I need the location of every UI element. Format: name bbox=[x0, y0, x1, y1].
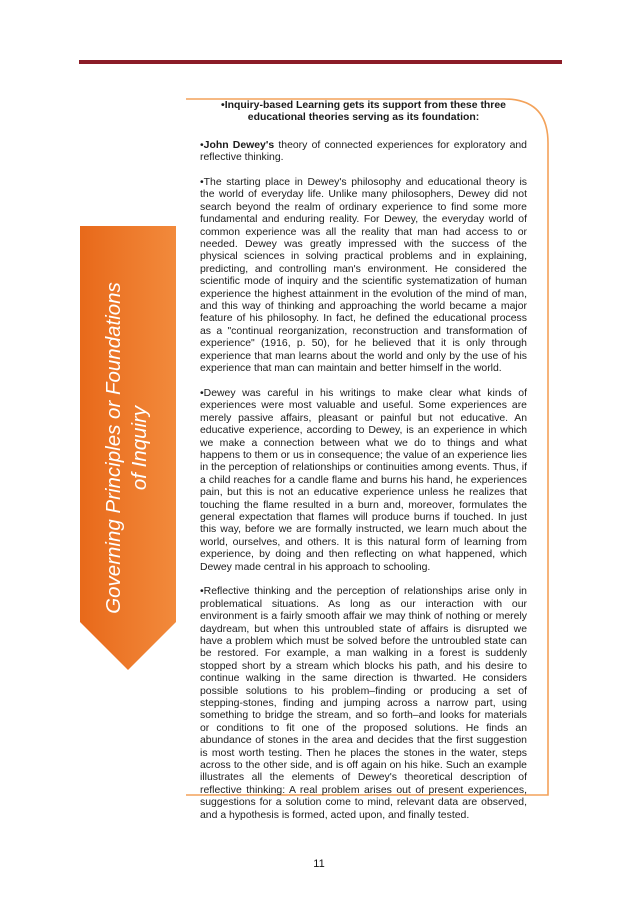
bullet: • bbox=[200, 586, 204, 598]
banner-title-line2: of Inquiry bbox=[128, 405, 151, 491]
paragraph-educative-experience bbox=[200, 388, 527, 574]
page-number: 11 bbox=[313, 858, 325, 870]
intro-heading bbox=[200, 100, 527, 125]
paragraph-text: theory of connected experiences for exploratory and reflective thinking. bbox=[200, 139, 527, 164]
content-body bbox=[200, 100, 527, 835]
paragraph-text: The starting place in Dewey's philosophy and educational theory is the world of everyday life. Unlike many philosophers, Dewey did not search beyond the realm of ordinary experience to find some more fundamental and enduring reality. For Dewey, the everyday world of common experience was all the reality that man had access to or needed. Dewey was greatly impressed with the success of the physical sciences in solving practical problems and in explaining, predicting, and controlling man's environment. He considered the scientific mode of inquiry and the scientific systematization of human experience the highest attainment in the evolution of the mind of man, and this way of thinking and approaching the world became a major feature of his philosophy. In fact, he defined the educational process as a "continual reorganization, reconstruction and transformation of experience" (1916, p. 50), for he believed that it is only through experience that man learns about the world and only by the use of his experience that man can maintain and better himself in the world. bbox=[200, 177, 527, 375]
paragraph-dewey-theory bbox=[200, 140, 527, 165]
paragraph-text: Dewey was careful in his writings to make clear what kinds of experiences were most valuable and useful. Some experiences are merely passive affairs, pleasant or painful but not educative. An educative experience, according to Dewey, is an experience in which we make a connection between what we do to things and what happens to them or us in consequence; the value of an experience lies in the perception of relationships or continuities among events. Thus, if a child reaches for a candle flame and burns his hand, he experiences pain, but this is not an educative experience unless he realizes that touching the flame resulted in a burn and, moreover, formulates the general expectation that flames will produce burns if touched. In just this way, before we are formally instructed, we learn much about the world, ourselves, and others. It is this natural form of learning from experience, by doing and then reflecting on what happened, which Dewey made central in his approach to schooling. bbox=[200, 387, 527, 573]
bullet: • bbox=[200, 387, 204, 399]
paragraph-reflective-thinking bbox=[200, 586, 527, 822]
bullet: • bbox=[200, 139, 204, 151]
paragraph-text: Reflective thinking and the perception of relationships arise only in problematical situations. As long as our interaction with our environment is a fairly smooth affair we may think of nothing or merely daydream, but when this untroubled state of affairs is disrupted we have a problem which must be solved before the untroubled state can be restored. For example, a man walking in a forest is suddenly stopped short by a stream which blocks his path, and his desire to continue walking in the same direction is thwarted. He considers possible solutions to his problem–finding or producing a set of stepping-stones, finding and jumping across a narrow part, using something to bridge the stream, and so forth–and looks for materials or conditions to fit one of the proposed solutions. He finds an abundance of stones in the area and decides that the first suggestion is most worth testing. Then he places the stones in the water, steps across to the other side, and is off again on his hike. Such an example illustrates all the elements of Dewey's theoretical description of reflective thinking: A real problem arises out of present experiences, suggestions for a solution come to mind, relevant data are observed, and a hypothesis is formed, acted upon, and finally tested. bbox=[200, 586, 527, 821]
intro-text: Inquiry-based Learning gets its support from these three educational theories serving as its foundation: bbox=[224, 100, 506, 124]
paragraph-lead: John Dewey's bbox=[203, 139, 275, 151]
banner-title-line1: Governing Principles or Foundations bbox=[102, 282, 125, 614]
bullet: • bbox=[200, 177, 204, 189]
bullet: • bbox=[221, 100, 225, 111]
header-rule bbox=[79, 60, 562, 64]
section-banner bbox=[80, 226, 176, 670]
paragraph-starting-place bbox=[200, 177, 527, 376]
banner-title bbox=[91, 226, 163, 670]
